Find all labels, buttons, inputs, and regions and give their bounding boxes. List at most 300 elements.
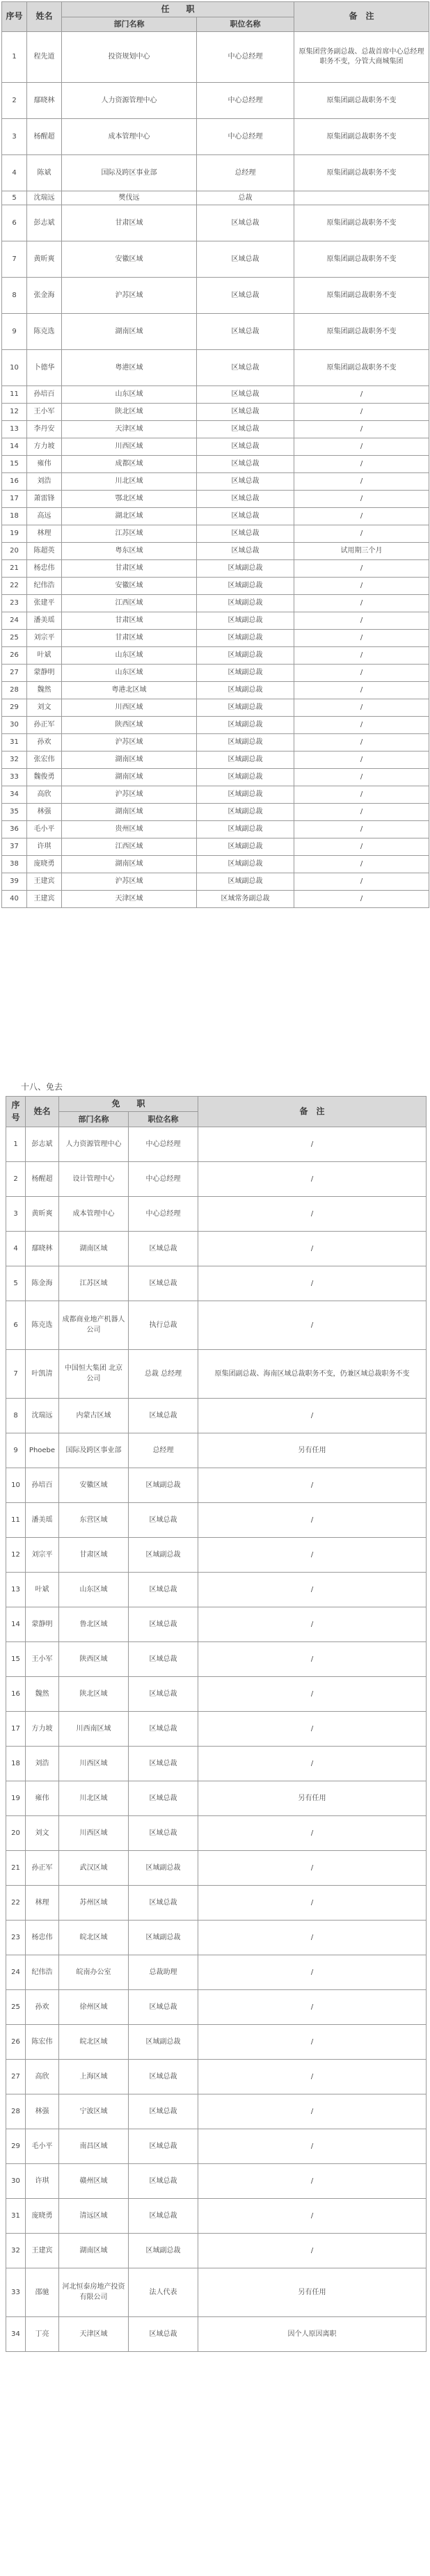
cell-note: 原集团营务副总裁、总裁首席中心总经理职务不变，分管大商城集团 — [294, 32, 429, 83]
cell-title: 区域副总裁 — [197, 682, 294, 699]
cell-name: 毛小平 — [26, 2129, 59, 2164]
cell-note: / — [294, 595, 429, 612]
cell-title: 区域总裁 — [129, 2060, 198, 2094]
table-row — [2, 421, 429, 438]
cell-name: 彭志斌 — [26, 1127, 59, 1162]
cell-no: 4 — [2, 155, 27, 191]
cell-dept: 江西区域 — [62, 838, 197, 856]
cell-dept: 安徽区域 — [62, 578, 197, 595]
cell-no: 26 — [6, 2025, 26, 2060]
table-row — [2, 456, 429, 473]
table-row — [2, 595, 429, 612]
cell-note: / — [294, 873, 429, 891]
cell-no: 20 — [6, 1816, 26, 1851]
table-row — [2, 350, 429, 386]
cell-dept: 天津区域 — [59, 2317, 129, 2352]
cell-note: / — [294, 838, 429, 856]
cell-dept: 天津区域 — [62, 421, 197, 438]
cell-dept: 山东区域 — [62, 665, 197, 682]
table-row — [6, 2199, 427, 2234]
cell-dept: 湖南区域 — [62, 804, 197, 821]
cell-title: 中心总经理 — [129, 1197, 198, 1232]
cell-title: 区域副总裁 — [129, 1921, 198, 1955]
cell-title: 区域总裁 — [129, 1990, 198, 2025]
cell-name: Phoebe — [26, 1433, 59, 1468]
table-row — [2, 821, 429, 838]
table-row — [2, 491, 429, 508]
table-row — [6, 1573, 427, 1607]
cell-note: / — [198, 1399, 427, 1433]
cell-note: / — [198, 1197, 427, 1232]
cell-note: / — [294, 578, 429, 595]
cell-note: / — [294, 525, 429, 543]
header-title: 职位名称 — [197, 17, 294, 32]
cell-no: 1 — [6, 1127, 26, 1162]
table-row — [2, 630, 429, 647]
cell-note: / — [294, 438, 429, 456]
cell-note — [294, 191, 429, 205]
cell-no: 21 — [6, 1851, 26, 1886]
cell-note: / — [198, 2199, 427, 2234]
cell-no: 25 — [2, 630, 27, 647]
cell-note: 试用期三个月 — [294, 543, 429, 560]
cell-dept: 川北区域 — [59, 1781, 129, 1816]
cell-dept: 皖南办公室 — [59, 1955, 129, 1990]
cell-title: 区域总裁 — [129, 1816, 198, 1851]
cell-dept: 山东区域 — [62, 386, 197, 404]
cell-title: 区域总裁 — [129, 1573, 198, 1607]
cell-no: 29 — [2, 699, 27, 717]
cell-name: 许琪 — [27, 838, 62, 856]
cell-title: 总裁 总经理 — [129, 1350, 198, 1399]
table-row — [6, 1990, 427, 2025]
header-dept: 部门名称 — [59, 1112, 129, 1127]
cell-name: 卜德华 — [27, 350, 62, 386]
cell-name: 沈瑞远 — [26, 1399, 59, 1433]
table-row — [6, 2060, 427, 2094]
cell-dept: 宁波区域 — [59, 2094, 129, 2129]
cell-note: / — [198, 1921, 427, 1955]
cell-title: 区域副总裁 — [197, 838, 294, 856]
cell-dept: 湖南区域 — [59, 2234, 129, 2268]
cell-dept: 清远区域 — [59, 2199, 129, 2234]
cell-dept: 湖南区域 — [62, 752, 197, 769]
appointment-table — [1, 1, 429, 908]
cell-name: 张宏伟 — [27, 752, 62, 769]
cell-title: 区域总裁 — [197, 543, 294, 560]
cell-no: 17 — [2, 491, 27, 508]
cell-no: 25 — [6, 1990, 26, 2025]
cell-dept: 赣州区域 — [59, 2164, 129, 2199]
table-row — [2, 873, 429, 891]
cell-note: 另有任用 — [198, 1433, 427, 1468]
cell-title: 区域副总裁 — [197, 699, 294, 717]
cell-name: 陈斌 — [27, 155, 62, 191]
cell-name: 刘文 — [26, 1816, 59, 1851]
cell-no: 3 — [2, 119, 27, 155]
cell-no: 6 — [6, 1301, 26, 1350]
cell-name: 毛小平 — [27, 821, 62, 838]
cell-no: 30 — [6, 2164, 26, 2199]
cell-title: 区域副总裁 — [129, 1468, 198, 1503]
cell-note: 原集团副总裁职务不变 — [294, 205, 429, 241]
table-row — [6, 2094, 427, 2129]
cell-name: 杨忠伟 — [27, 560, 62, 578]
cell-title: 中心总经理 — [129, 1127, 198, 1162]
cell-no: 9 — [2, 314, 27, 350]
cell-dept: 甘肃区域 — [62, 560, 197, 578]
cell-no: 5 — [6, 1266, 26, 1301]
cell-no: 8 — [6, 1399, 26, 1433]
cell-dept: 湖南区域 — [62, 769, 197, 786]
cell-no: 19 — [6, 1781, 26, 1816]
table-row — [2, 525, 429, 543]
cell-name: 蒙静明 — [26, 1607, 59, 1642]
cell-dept: 川西区域 — [62, 699, 197, 717]
cell-dept: 鄂北区域 — [62, 491, 197, 508]
cell-name: 沈瑞远 — [27, 191, 62, 205]
cell-title: 区域总裁 — [129, 2317, 198, 2352]
table-row — [6, 1350, 427, 1399]
cell-title: 区域副总裁 — [197, 734, 294, 752]
cell-no: 13 — [2, 421, 27, 438]
table-row — [2, 191, 429, 205]
cell-name: 王小军 — [26, 1642, 59, 1677]
cell-no: 18 — [6, 1747, 26, 1781]
cell-name: 高远 — [27, 508, 62, 525]
cell-title: 区域总裁 — [129, 2199, 198, 2234]
cell-no: 28 — [6, 2094, 26, 2129]
cell-name: 王建宾 — [27, 891, 62, 908]
header-dept: 部门名称 — [62, 17, 197, 32]
table-row — [2, 560, 429, 578]
header-name: 姓名 — [26, 1097, 59, 1127]
cell-note: / — [198, 1851, 427, 1886]
cell-title: 区域总裁 — [129, 1712, 198, 1747]
table-row — [6, 1607, 427, 1642]
cell-title: 区域总裁 — [129, 1677, 198, 1712]
header-dismissal: 免 职 — [59, 1097, 198, 1112]
table-row — [2, 32, 429, 83]
cell-no: 14 — [2, 438, 27, 456]
cell-title: 区域总裁 — [129, 1503, 198, 1538]
table-row — [2, 682, 429, 699]
cell-no: 36 — [2, 821, 27, 838]
cell-title: 区域总裁 — [197, 205, 294, 241]
cell-name: 雍伟 — [27, 456, 62, 473]
cell-note: / — [198, 1127, 427, 1162]
cell-dept: 成本管理中心 — [59, 1197, 129, 1232]
cell-dept: 国际及跨区事业部 — [59, 1433, 129, 1468]
cell-note: 原集团副总裁、海南区域总裁职务不变，仍兼区域总裁职务不变 — [198, 1350, 427, 1399]
cell-no: 35 — [2, 804, 27, 821]
cell-no: 4 — [6, 1232, 26, 1266]
cell-note: / — [294, 682, 429, 699]
cell-title: 中心总经理 — [129, 1162, 198, 1197]
cell-dept: 武汉区域 — [59, 1851, 129, 1886]
cell-no: 11 — [2, 386, 27, 404]
cell-no: 37 — [2, 838, 27, 856]
cell-note: / — [294, 891, 429, 908]
cell-note: / — [294, 699, 429, 717]
table-row — [6, 1921, 427, 1955]
cell-no: 32 — [6, 2234, 26, 2268]
cell-dept: 川西区域 — [59, 1816, 129, 1851]
cell-title: 中心总经理 — [197, 32, 294, 83]
table-row — [2, 612, 429, 630]
cell-dept: 甘肃区域 — [59, 1538, 129, 1573]
cell-note: / — [198, 1573, 427, 1607]
cell-name: 孙欢 — [27, 734, 62, 752]
cell-note: / — [198, 1232, 427, 1266]
cell-title: 区域副总裁 — [197, 786, 294, 804]
table-row — [6, 1677, 427, 1712]
cell-title: 区域副总裁 — [197, 612, 294, 630]
table-row — [6, 1433, 427, 1468]
cell-no: 12 — [2, 404, 27, 421]
cell-dept: 山东区域 — [59, 1573, 129, 1607]
cell-note: / — [198, 1816, 427, 1851]
cell-note: 因个人原因离职 — [198, 2317, 427, 2352]
cell-name: 刘宗平 — [27, 630, 62, 647]
header-title: 职位名称 — [129, 1112, 198, 1127]
cell-name: 林强 — [26, 2094, 59, 2129]
cell-title: 法人代表 — [129, 2268, 198, 2317]
table-row — [2, 647, 429, 665]
table-row — [6, 2317, 427, 2352]
cell-note: / — [294, 404, 429, 421]
cell-name: 方力坡 — [26, 1712, 59, 1747]
cell-name: 蒙静明 — [27, 665, 62, 682]
cell-name: 杨醒超 — [27, 119, 62, 155]
table-row — [6, 1232, 427, 1266]
cell-note: / — [198, 1607, 427, 1642]
table-row — [2, 508, 429, 525]
cell-dept: 东营区域 — [59, 1503, 129, 1538]
cell-name: 刘文 — [27, 699, 62, 717]
cell-no: 3 — [6, 1197, 26, 1232]
cell-name: 邵驰 — [26, 2268, 59, 2317]
cell-name: 张金海 — [27, 278, 62, 314]
cell-name: 庞晓勇 — [27, 856, 62, 873]
cell-title: 区域副总裁 — [197, 578, 294, 595]
cell-dept: 陕北区域 — [59, 1677, 129, 1712]
cell-no: 8 — [2, 278, 27, 314]
cell-no: 16 — [2, 473, 27, 491]
cell-title: 区域副总裁 — [197, 873, 294, 891]
cell-no: 1 — [2, 32, 27, 83]
cell-dept: 粤港区域 — [62, 350, 197, 386]
cell-dept: 南昌区域 — [59, 2129, 129, 2164]
cell-no: 23 — [2, 595, 27, 612]
table-row — [6, 1642, 427, 1677]
cell-name: 王小军 — [27, 404, 62, 421]
cell-no: 34 — [6, 2317, 26, 2352]
cell-dept: 设计管理中心 — [59, 1162, 129, 1197]
table-row — [6, 1127, 427, 1162]
cell-title: 区域总裁 — [197, 473, 294, 491]
cell-title: 区域副总裁 — [197, 647, 294, 665]
cell-no: 26 — [2, 647, 27, 665]
cell-title: 区域总裁 — [129, 2094, 198, 2129]
cell-dept: 河北恒泰房地产投资有限公司 — [59, 2268, 129, 2317]
cell-dept: 沪苏区域 — [62, 786, 197, 804]
cell-dept: 樊伐远 — [62, 191, 197, 205]
cell-dept: 苏州区域 — [59, 1886, 129, 1921]
cell-dept: 沪苏区域 — [62, 873, 197, 891]
cell-title: 区域总裁 — [197, 278, 294, 314]
cell-name: 潘美瑶 — [26, 1503, 59, 1538]
table-row — [6, 2164, 427, 2199]
cell-name: 高欣 — [26, 2060, 59, 2094]
cell-dept: 天津区域 — [62, 891, 197, 908]
cell-note: 原集团副总裁职务不变 — [294, 155, 429, 191]
table-row — [6, 1266, 427, 1301]
cell-no: 22 — [6, 1886, 26, 1921]
table-row — [2, 438, 429, 456]
cell-no: 24 — [6, 1955, 26, 1990]
cell-note: / — [294, 786, 429, 804]
cell-no: 10 — [6, 1468, 26, 1503]
cell-name: 萧雷锋 — [27, 491, 62, 508]
cell-name: 陈克选 — [27, 314, 62, 350]
cell-name: 程先道 — [27, 32, 62, 83]
cell-dept: 陕西区域 — [62, 717, 197, 734]
table-row — [2, 804, 429, 821]
cell-dept: 湖北区域 — [62, 508, 197, 525]
cell-note: 原集团副总裁职务不变 — [294, 314, 429, 350]
cell-dept: 川西南区域 — [59, 1712, 129, 1747]
cell-title: 区域总裁 — [129, 2164, 198, 2199]
cell-note: / — [294, 752, 429, 769]
cell-name: 杨醒超 — [26, 1162, 59, 1197]
cell-title: 中心总经理 — [197, 119, 294, 155]
cell-title: 区域总裁 — [197, 525, 294, 543]
cell-note: / — [294, 491, 429, 508]
cell-title: 区域副总裁 — [129, 2025, 198, 2060]
cell-dept: 湖南区域 — [59, 1232, 129, 1266]
cell-note: / — [198, 1677, 427, 1712]
cell-name: 陈宏伟 — [26, 2025, 59, 2060]
cell-note: / — [198, 2234, 427, 2268]
cell-title: 执行总裁 — [129, 1301, 198, 1350]
cell-no: 33 — [6, 2268, 26, 2317]
cell-title: 区域总裁 — [129, 1886, 198, 1921]
cell-title: 区域副总裁 — [197, 856, 294, 873]
section-title-dismissal: 十八、免去 — [21, 1082, 63, 1092]
table-row — [2, 752, 429, 769]
table-row — [2, 473, 429, 491]
table-row — [6, 2268, 427, 2317]
cell-name: 黄昕爽 — [27, 241, 62, 278]
cell-note: / — [294, 717, 429, 734]
cell-note: / — [294, 769, 429, 786]
cell-name: 孙欢 — [26, 1990, 59, 2025]
cell-title: 区域副总裁 — [197, 752, 294, 769]
cell-no: 20 — [2, 543, 27, 560]
header-note: 备 注 — [294, 2, 429, 32]
cell-no: 9 — [6, 1433, 26, 1468]
cell-dept: 贵州区域 — [62, 821, 197, 838]
cell-note: / — [294, 804, 429, 821]
cell-dept: 粤东区域 — [62, 543, 197, 560]
cell-no: 34 — [2, 786, 27, 804]
table-row — [6, 1712, 427, 1747]
cell-title: 区域总裁 — [197, 241, 294, 278]
cell-title: 总裁 — [197, 191, 294, 205]
cell-title: 区域副总裁 — [197, 717, 294, 734]
table-row — [6, 1781, 427, 1816]
cell-note: / — [198, 1712, 427, 1747]
cell-name: 王建宾 — [26, 2234, 59, 2268]
cell-name: 孙培百 — [27, 386, 62, 404]
cell-name: 孙正军 — [27, 717, 62, 734]
cell-dept: 安徽区域 — [62, 241, 197, 278]
cell-name: 鄢晓林 — [26, 1232, 59, 1266]
cell-name: 叶斌 — [26, 1573, 59, 1607]
cell-title: 区域总裁 — [129, 1642, 198, 1677]
table-row — [2, 241, 429, 278]
table-row — [2, 155, 429, 191]
cell-no: 24 — [2, 612, 27, 630]
cell-title: 区域副总裁 — [197, 595, 294, 612]
cell-dept: 粤港北区域 — [62, 682, 197, 699]
cell-no: 10 — [2, 350, 27, 386]
cell-dept: 甘肃区域 — [62, 630, 197, 647]
header-no: 序号 — [2, 2, 27, 32]
cell-dept: 沪苏区域 — [62, 278, 197, 314]
cell-name: 魏俊勇 — [27, 769, 62, 786]
cell-title: 区域副总裁 — [197, 804, 294, 821]
cell-name: 王建宾 — [27, 873, 62, 891]
table-row — [6, 2025, 427, 2060]
cell-note: / — [294, 821, 429, 838]
cell-note: / — [198, 2094, 427, 2129]
cell-name: 陈克选 — [26, 1301, 59, 1350]
cell-note: / — [294, 612, 429, 630]
cell-no: 29 — [6, 2129, 26, 2164]
table-row — [2, 717, 429, 734]
cell-note: / — [198, 2060, 427, 2094]
cell-note: / — [198, 2164, 427, 2199]
cell-name: 鄢晓林 — [27, 83, 62, 119]
cell-title: 区域副总裁 — [197, 665, 294, 682]
table-row — [6, 1197, 427, 1232]
cell-title: 区域总裁 — [197, 438, 294, 456]
header-no: 序号 — [6, 1097, 26, 1127]
cell-title: 区域总裁 — [129, 1399, 198, 1433]
cell-title: 中心总经理 — [197, 83, 294, 119]
cell-dept: 湖南区域 — [62, 314, 197, 350]
cell-note: 原集团副总裁职务不变 — [294, 119, 429, 155]
cell-dept: 湖南区域 — [62, 856, 197, 873]
cell-title: 区域副总裁 — [197, 630, 294, 647]
cell-dept: 上海区域 — [59, 2060, 129, 2094]
header-note: 备 注 — [198, 1097, 427, 1127]
dismissal-table — [6, 1096, 427, 2352]
cell-no: 19 — [2, 525, 27, 543]
cell-name: 雍伟 — [26, 1781, 59, 1816]
cell-name: 林强 — [27, 804, 62, 821]
table-row — [6, 1538, 427, 1573]
table-row — [6, 1747, 427, 1781]
table-row — [6, 1816, 427, 1851]
cell-no: 32 — [2, 752, 27, 769]
cell-note: / — [294, 734, 429, 752]
cell-name: 庞晓勇 — [26, 2199, 59, 2234]
cell-no: 28 — [2, 682, 27, 699]
cell-note: / — [294, 386, 429, 404]
